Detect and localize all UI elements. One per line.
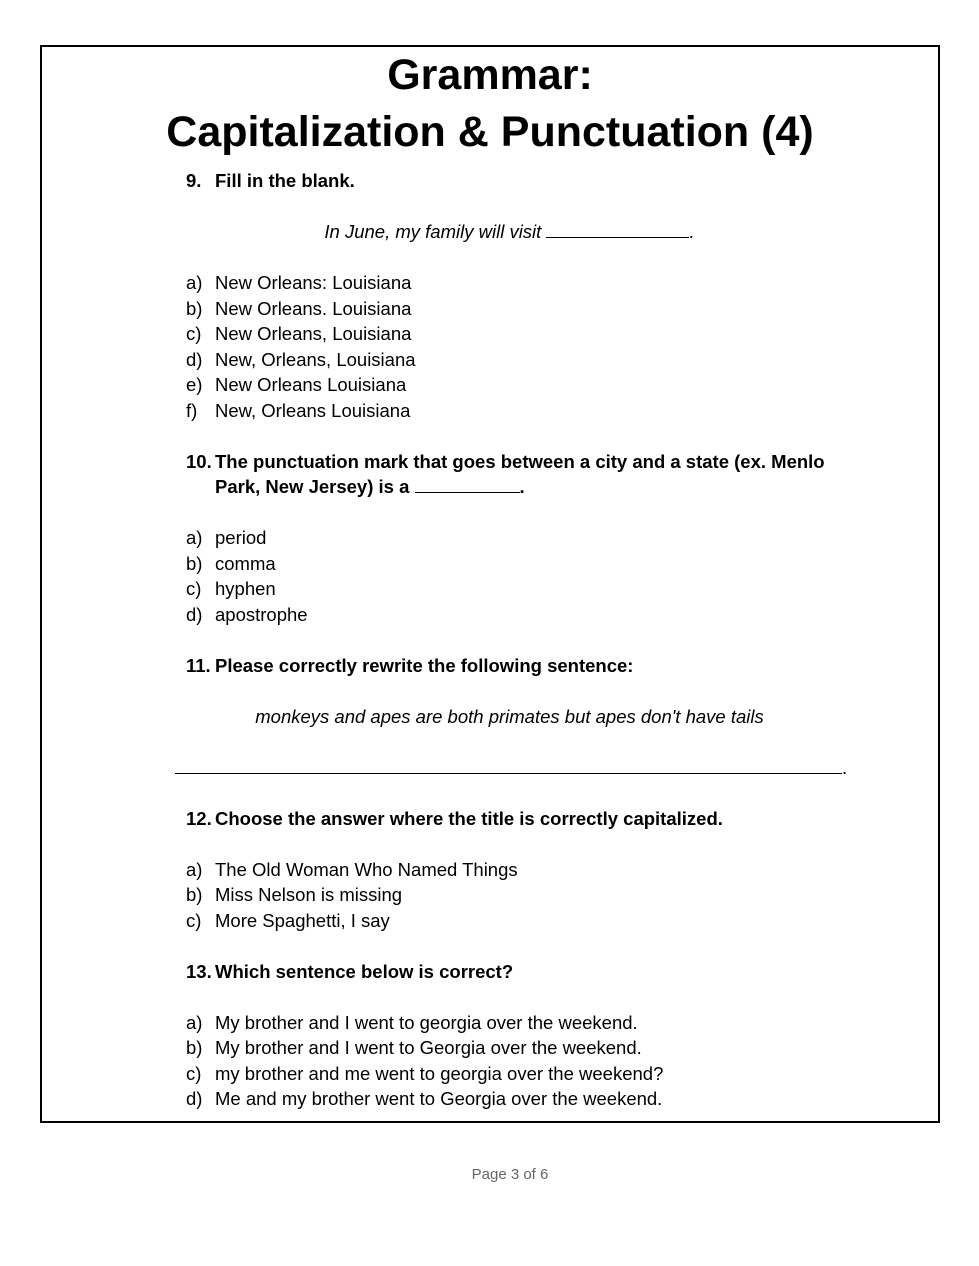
question-13	[0, 959, 979, 985]
option-text: Miss Nelson is missing	[215, 884, 403, 905]
question-10	[0, 449, 979, 475]
option[interactable]	[0, 576, 979, 602]
option[interactable]	[0, 857, 979, 883]
question-text: Please correctly rewrite the following sentence:	[215, 654, 634, 676]
option-letter: e)	[186, 374, 203, 395]
option-letter: a)	[186, 1011, 203, 1033]
example-sentence: monkeys and apes are both primates but apes don't have tails	[255, 705, 764, 727]
option[interactable]	[0, 1035, 979, 1061]
answer-blank[interactable]	[175, 755, 842, 774]
option-text: New, Orleans Louisiana	[215, 399, 411, 421]
option-letter: b)	[186, 1037, 203, 1058]
option-text: comma	[215, 552, 276, 574]
option[interactable]	[0, 296, 979, 322]
question-number: 12.	[186, 807, 212, 829]
option[interactable]	[0, 1086, 979, 1112]
question-number: 9.	[186, 170, 202, 191]
option-text: More Spaghetti, I say	[215, 909, 390, 931]
option-text: New Orleans. Louisiana	[215, 297, 412, 319]
option-letter: b)	[186, 884, 203, 905]
option[interactable]	[0, 321, 979, 347]
example-sentence	[0, 219, 979, 245]
question-number: 10.	[186, 450, 212, 472]
option-letter: c)	[186, 1062, 202, 1084]
answer-end: .	[842, 756, 848, 778]
option-text: New Orleans Louisiana	[215, 374, 407, 395]
sentence-end: .	[689, 221, 695, 242]
question-text: Park, New Jersey) is a	[215, 476, 415, 497]
fill-blank	[415, 474, 520, 493]
option-letter: c)	[186, 578, 202, 599]
option-text: apostrophe	[215, 603, 308, 625]
option-letter: f)	[186, 399, 198, 421]
question-10-continued	[0, 474, 979, 500]
fill-blank	[546, 219, 689, 238]
option-text: My brother and I went to Georgia over the weekend.	[215, 1037, 642, 1058]
option-letter: c)	[186, 909, 202, 931]
option[interactable]	[0, 398, 979, 424]
option[interactable]	[0, 270, 979, 296]
option[interactable]	[0, 1010, 979, 1036]
question-text: Which sentence below is correct?	[215, 960, 514, 982]
worksheet-content	[0, 168, 979, 1112]
option-text: The Old Woman Who Named Things	[215, 858, 518, 880]
option-text: New, Orleans, Louisiana	[215, 348, 416, 370]
option-letter: d)	[186, 1088, 203, 1109]
option-text: My brother and I went to georgia over the weekend.	[215, 1011, 638, 1033]
option-letter: b)	[186, 552, 203, 574]
option-text: my brother and me went to georgia over the weekend?	[215, 1062, 664, 1084]
answer-line[interactable]	[0, 755, 979, 781]
sentence-text: In June, my family will visit	[324, 221, 547, 242]
question-9	[0, 168, 979, 194]
title-line-1: Grammar:	[387, 51, 593, 99]
option[interactable]	[0, 525, 979, 551]
question-end: .	[519, 476, 525, 497]
question-11	[0, 653, 979, 679]
option-letter: a)	[186, 272, 203, 293]
option-text: hyphen	[215, 578, 276, 599]
page-number: Page 3 of 6	[471, 1166, 549, 1183]
option-letter: a)	[186, 858, 203, 880]
option[interactable]	[0, 372, 979, 398]
option-letter: d)	[186, 603, 203, 625]
option[interactable]	[0, 908, 979, 934]
option-letter: b)	[186, 297, 203, 319]
option-letter: c)	[186, 323, 202, 344]
option[interactable]	[0, 602, 979, 628]
option-text: period	[215, 527, 267, 548]
option[interactable]	[0, 882, 979, 908]
option[interactable]	[0, 347, 979, 373]
option-text: New Orleans, Louisiana	[215, 323, 412, 344]
option-letter: d)	[186, 348, 203, 370]
option[interactable]	[0, 551, 979, 577]
option-letter: a)	[186, 527, 203, 548]
option[interactable]	[0, 1061, 979, 1087]
option-text: Me and my brother went to Georgia over the weekend.	[215, 1088, 663, 1109]
title-line-2: Capitalization & Punctuation (4)	[166, 108, 814, 156]
question-12	[0, 806, 979, 832]
question-text: The punctuation mark that goes between a city and a state (ex. Menlo	[215, 450, 825, 472]
question-text: Fill in the blank.	[215, 170, 355, 191]
question-text: Choose the answer where the title is correctly capitalized.	[215, 807, 723, 829]
page-title	[40, 47, 940, 161]
question-number: 13.	[186, 960, 212, 982]
question-number: 11.	[186, 654, 211, 676]
option-text: New Orleans: Louisiana	[215, 272, 412, 293]
